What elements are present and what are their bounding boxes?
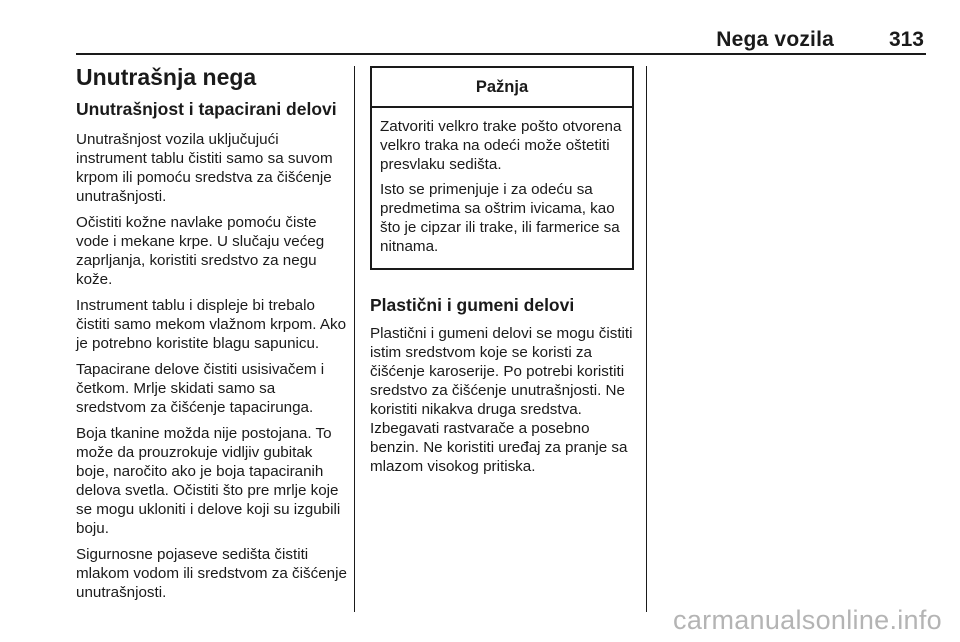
section-subtitle: Unutrašnjost i tapacirani delovi — [76, 99, 337, 119]
page-number: 313 — [888, 28, 924, 51]
left-column — [76, 62, 348, 609]
page-header — [76, 28, 926, 50]
section-subtitle: Plastični i gumeni delovi — [370, 295, 575, 315]
notice-body — [372, 108, 632, 268]
header-divider — [76, 53, 926, 55]
column-divider-1 — [354, 66, 355, 612]
notice-paragraph: Zatvoriti velkro trake pošto otvorena velkro traka na odeći može oštetiti presvlaku sedišta. — [380, 118, 622, 173]
notice-paragraph: Isto se primenjuje i za odeću sa predmetima sa oštrim ivicama, kao što je cipzar ili trake, ili farmerice sa nitnama. — [380, 181, 620, 255]
paragraph: Unutrašnjost vozila uključujući instrument tablu čistiti samo sa suvom krpom ili pomoću sredstva za čišćenje unutrašnjosti. — [76, 131, 333, 205]
middle-column — [370, 62, 634, 483]
paragraph: Sigurnosne pojaseve sedišta čistiti mlakom vodom ili sredstvom za čišćenje unutrašnjosti. — [76, 546, 347, 601]
notice-heading: Pažnja — [372, 68, 632, 108]
watermark: carmanualsonline.info — [673, 605, 942, 635]
paragraph: Tapacirane delove čistiti usisivačem i četkom. Mrlje skidati samo sa sredstvom za čišćenje tapacirunga. — [76, 361, 325, 416]
paragraph: Boja tkanine možda nije postojana. To može da prouzrokuje vidljiv gubitak boje, naročito ako je boja tapaciranih delova svetla. Očistiti što pre mrlje koje se mogu ukloniti i delove koji su izgubili boju. — [76, 425, 341, 537]
section-title: Nega vozila — [716, 28, 834, 51]
notice-box — [370, 66, 634, 270]
page-title: Unutrašnja nega — [76, 64, 257, 90]
paragraph: Plastični i gumeni delovi se mogu čistiti istim sredstvom koje se koristi za čišćenje karoserije. Po potrebi koristiti sredstvo za čišćenje unutrašnjosti. Ne koristiti nikakva druga sredstva. Izbegavati rastvarače a posebno benzin. Ne koristiti uređaj za pranje sa mlazom visokog pritiska. — [370, 325, 633, 475]
paragraph: Očistiti kožne navlake pomoću čiste vode i mekane krpe. U slučaju većeg zaprljanja, koristiti sredstvo za negu kože. — [76, 214, 325, 288]
column-divider-2 — [646, 66, 647, 612]
paragraph: Instrument tablu i displeje bi trebalo čistiti samo mekom vlažnom krpom. Ako je potrebno koristite blagu sapunicu. — [76, 297, 347, 352]
